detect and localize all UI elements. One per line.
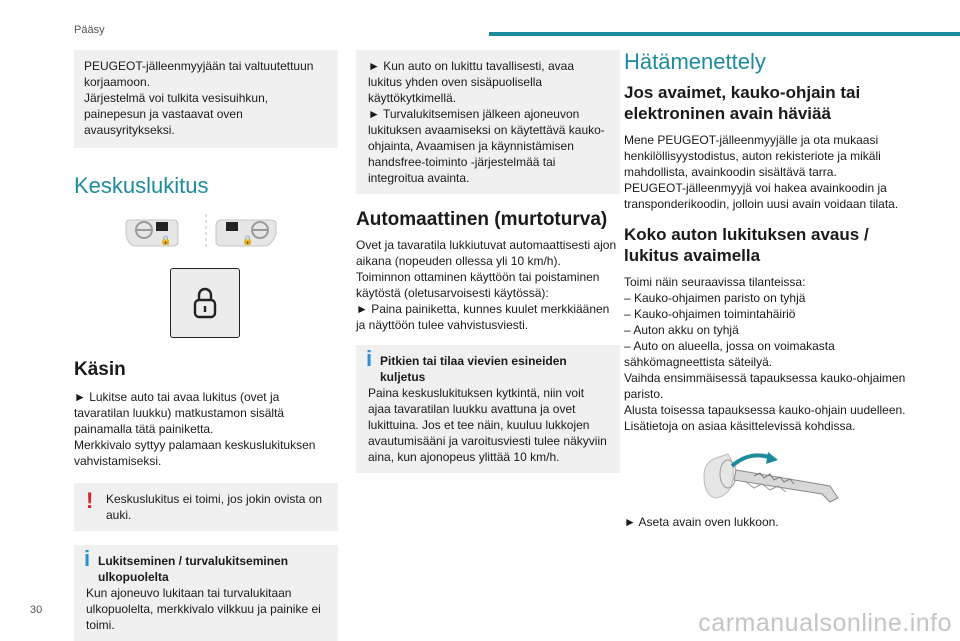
auto-text: Ovet ja tavaratila lukkiutuvat automaattisesti ajon aikana (nopeuden ollessa yli 10 km/h). Toiminnon ottaminen käyttöön tai poistaminen käytöstä (oletusarvoisesti käytössä): ► Paina painiketta, kunnes kuulet merkkiäänen ja näyttöön tulee vahvistusviesti. — [356, 238, 617, 332]
col1-top-box — [74, 50, 338, 148]
manual-title: Käsin — [74, 359, 126, 380]
info-title-2: Pitkien tai tilaa vievien esineiden kuljetus — [380, 354, 567, 384]
column-2 — [356, 50, 620, 473]
watermark: carmanualsonline.info — [698, 609, 952, 637]
col1-top-text: PEUGEOT-jälleenmyyjään tai valtuutettuun korjaamoon. Järjestelmä voi tulkita vesisuihkun, painepesun ja vastaavat oven avausyritykseksi. — [84, 59, 314, 137]
svg-text:🔒: 🔒 — [160, 236, 172, 246]
info-i-icon: i — [84, 546, 91, 571]
svg-text:🔒: 🔒 — [242, 236, 254, 246]
warning-text: Keskuslukitus ei toimi, jos jokin ovista on auki. — [106, 492, 323, 522]
padlock-button-icon — [170, 268, 240, 338]
key-unlock-title: Koko auton lukituksen avaus / lukitus avaimella — [624, 225, 869, 265]
col2-top-box — [356, 50, 620, 194]
key-unlock-text: Toimi näin seuraavissa tilanteissa: – Kauko-ohjaimen paristo on tyhjä – Kauko-ohjaimen toimintahäiriö – Auton akku on tyhjä – Auto on alueella, jossa on voimakasta sähkömagneettista säteilyä. Vaihda ensimmäisessä tapauksessa kauko-ohjaimen paristo. Alusta toisessa tapauksessa kauko-ohjain uudelleen. Lisätietoja on asiaa käsittelevissä kohdissa. — [624, 275, 906, 433]
column-1 — [74, 50, 338, 641]
exclamation-icon: ! — [86, 488, 94, 513]
lost-key-text: Mene PEUGEOT-jälleenmyyjälle ja ota mukaasi henkilöllisyystodistus, auton rekisteriote ja mikäli mahdollista, avainkoodin sisältävä tarra. PEUGEOT-jälleenmyyjä voi hakea avainkoodin ja transponderikoodin, jolloin uusi avain voidaan tilata. — [624, 133, 899, 211]
info-box-2 — [356, 345, 620, 473]
key-in-lock-icon — [624, 446, 910, 506]
lost-key-title: Jos avaimet, kauko-ohjain tai elektroninen avain häviää — [624, 83, 861, 123]
header-bar — [489, 32, 960, 36]
section-title-keskuslukitus: Keskuslukitus — [74, 173, 209, 198]
col2-top-text: ► Kun auto on lukittu tavallisesti, avaa lukitus yhden oven sisäpuolisella käyttökytkimellä. ► Turvalukitsemisen jälkeen ajoneuvon lukituksen avaamiseksi on käytettävä kauko-ohjainta, Avaamisen ja käynnistämisen handsfree-toiminto -järjestelmää tai integroitua avainta. — [368, 59, 605, 185]
column-3 — [624, 49, 910, 530]
steering-wheel-lock-icon — [74, 212, 338, 252]
page-number: 30 — [30, 604, 43, 616]
section-label: Pääsy — [74, 24, 105, 36]
info-text-1: Kun ajoneuvo lukitaan tai turvalukitaan ulkopuolelta, merkkivalo vilkkuu ja painike ei toimi. — [86, 586, 321, 632]
auto-title: Automaattinen (murtoturva) — [356, 209, 608, 230]
key-step-text: ► Aseta avain oven lukkoon. — [624, 515, 779, 529]
info-title-1: Lukitseminen / turvalukitseminen ulkopuolelta — [98, 554, 289, 584]
manual-text: ► Lukitse auto tai avaa lukitus (ovet ja tavaratilan luukku) matkustamon sisältä painamalla tätä painiketta. Merkkivalo syttyy palamaan keskuslukituksen vahvistamiseksi. — [74, 390, 316, 468]
info-text-2: Paina keskuslukituksen kytkintä, niin voit ajaa tavaratilan luukku avattuna ja ovet lukittuina. Jos et tee näin, kuuluu lukkojen avautumisääni ja varoitusviesti tulee näkyviin aina, kun ajonopeus ylittää 10 km/h. — [368, 386, 607, 464]
info-i-icon: i — [366, 346, 373, 371]
warning-box — [74, 483, 338, 531]
section-title-hatamenettely: Hätämenettely — [624, 49, 766, 74]
info-box-1 — [74, 545, 338, 641]
